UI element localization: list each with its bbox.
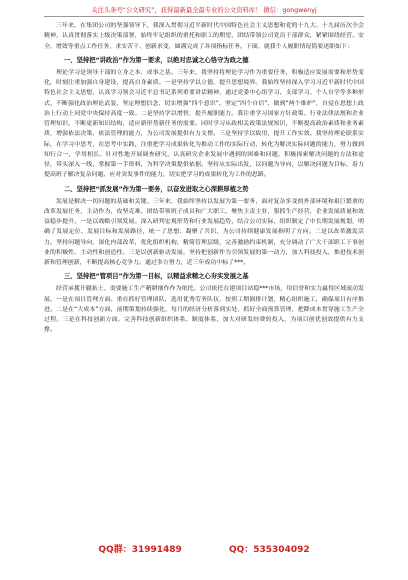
header-divider [44,16,364,17]
section-1-body: 理论学习是领导干部的立身之本、成事之基。三年来，我坚持将理论学习作为重要任务，积极适应发展需要和形势变化，时刻注重加强自身建设，提高自身素质。一是坚持学以立德，提升思想境界。我始终坚持深入学习习近平新时代中国特色社会主义思想，认真学习领会习近平总书记系列重要讲话精神，通过党委中心组学习、支部学习、个人自学等多种形式，不断强化政治理论武装，坚定理想信念，切实增强“四个意识”、坚定“四个自信”、做到“两个维护”，自觉在思想上政治上行动上同党中央保持高度一致。二是坚持学以增智，提升履职能力。我注重学习国家方针政策、行业法律法规和企业管理知识，不断更新知识结构，适应新形势新任务的需要。同时学习从政相关政策法规知识，不断提高政治素质和业务素质，增强依法决策、依法管理的能力，为公司发展提供有力支撑。三是坚持学以致用，提升工作实效。我坚持理论联系实际，在学习中思考，在思考中实践，注重把学习成果转化为推动工作的实际行动，转化为解决实际问题的能力，努力做到知行合一，学用相长。针对性地开展调查研究，认真研究企业发展中遇到的困难和问题，积极探索解决问题的方法和途径，带头深入一线，掌握第一手资料，为科学决策提供依据。坚持从实际出发，以问题为导向，以解决问题为目标，着力提高班子解决复杂问题、应对突发事件的能力，切实把学习的成果转化为工作的思路。 [44,69,364,179]
section-2-body: 发展是解决一切问题的基础和关键。三年来，我始终坚持以发展为第一要务，面对复杂多变的外部环境和艰巨繁重的改革发展任务，主动作为、攻坚克难，团结带领班子成员和广大职工，聚焦主责主业，狠抓生产经营，企业发展质量和效益稳步提升。一是以战略引领发展。深入研判宏观形势和行业发展趋势，结合公司实际，组织制定了中长期发展规划，明确了发展定位、发展目标和发展路径，统一了思想、凝聚了共识，为公司持续健康发展指明了方向。二是以改革激发活力。坚持问题导向，深化内部改革，优化组织机构，精简管理层级，完善激励约束机制，充分调动了广大干部职工干事创业的积极性、主动性和创造性。三是以创新驱动发展。坚持把创新作为引领发展的第一动力，加大科技投入，推进技术创新和管理创新，不断提高核心竞争力。通过多方努力，近三年成功中标了***。 [44,198,364,266]
intro-paragraph: 三年来，在集团公司的坚强领导下，我深入贯彻习近平新时代中国特色社会主义思想和党的十九大、十九届历次全会精神，认真贯彻落实上级决策部署，始终牢记组织的重托和职工的期望，团结带领公司党员干部群众，紧紧围绕经营、安全、增效等重点工作任务，求实苦干、创新求变，圆满完成了各项指标任务。下面，就我个人履职情况简要述职如下： [44,23,364,50]
section-3-body: 经营承揽开疆拓土，需要施工生产精耕细作作为依托。公司依托在建项目站稳***市场，用信誉和实力赢得区域滚动发展。一是在项目管理方面。重在抓好管理团队，选用优秀劳务队伍，按照工期倒排计划，精心组织施工，确保项目有序推进。二是在“大成本”方面，前期策划持续强化，每月的经济分析落到实处，抓好全面预算管理，把降成本贯穿施工生产全过程。三是在科技创新方面，完善科技创新组织体系、制度体系，加大对研发经费的投入，为项目创优创效提供有力支撑。 [44,286,364,334]
contact-footer [0,542,408,555]
section-1-heading: 一、坚持把“讲政治”作为第一要求，以绝对忠诚之心恪守为政之德 [64,56,249,64]
promo-header: 关注头条号“公文研究”，获得最新最全最专业的公文资料库！ 微信：gongwenyj [91,7,317,14]
section-3-heading: 三、坚持把“管项目”作为第一目标，以精益求精之心夯实发展之基 [64,273,249,281]
section-2-heading: 二、坚持把“抓发展”作为第一要务，以奋发进取之心深耕厚植之势 [64,185,249,193]
qq-group-number: QQ群：31991489 [98,545,182,555]
qq-number: QQ：535304092 [228,545,310,555]
